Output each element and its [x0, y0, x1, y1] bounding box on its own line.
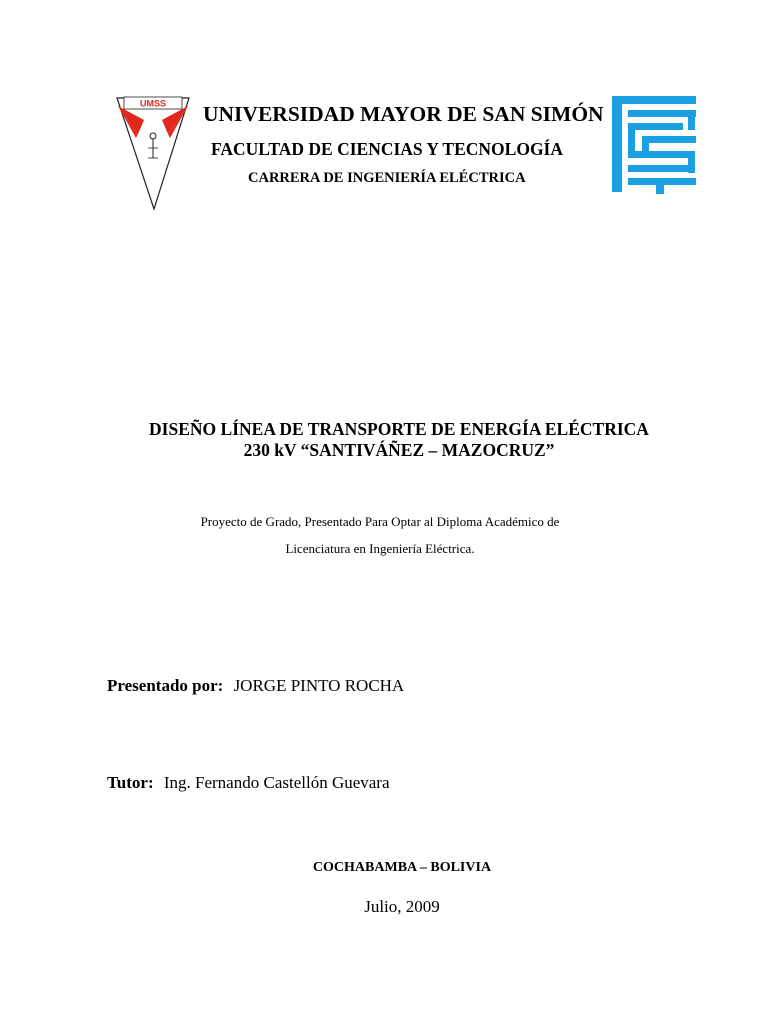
umss-logo-text: UMSS	[139, 98, 167, 109]
subtitle-line1: Proyecto de Grado, Presentado Para Optar al Diploma Académico de	[200, 514, 560, 529]
tutor-name: Ing. Fernando Castellón Guevara	[163, 773, 390, 792]
presented-by-label: Presentado por:	[107, 676, 224, 695]
presented-by	[107, 676, 404, 696]
date: Julio, 2009	[364, 897, 440, 916]
document-title-line2: 230 kV “SANTIVÁÑEZ – MAZOCRUZ”	[243, 440, 555, 460]
tutor-label: Tutor:	[107, 773, 154, 792]
umss-logo	[114, 94, 192, 212]
career-name: CARRERA DE INGENIERÍA ELÉCTRICA	[248, 170, 526, 186]
document-title-line1: DISEÑO LÍNEA DE TRANSPORTE DE ENERGÍA ELÉCTRICA	[149, 419, 649, 439]
location: COCHABAMBA – BOLIVIA	[312, 860, 492, 875]
faculty-name: FACULTAD DE CIENCIAS Y TECNOLOGÍA	[211, 139, 564, 159]
university-name: UNIVERSIDAD MAYOR DE SAN SIMÓN	[203, 102, 604, 126]
subtitle-line2: Licenciatura en Ingeniería Eléctrica.	[285, 541, 475, 556]
tutor	[107, 773, 390, 793]
fcyt-logo	[612, 96, 696, 194]
presented-by-name: JORGE PINTO ROCHA	[233, 676, 405, 695]
